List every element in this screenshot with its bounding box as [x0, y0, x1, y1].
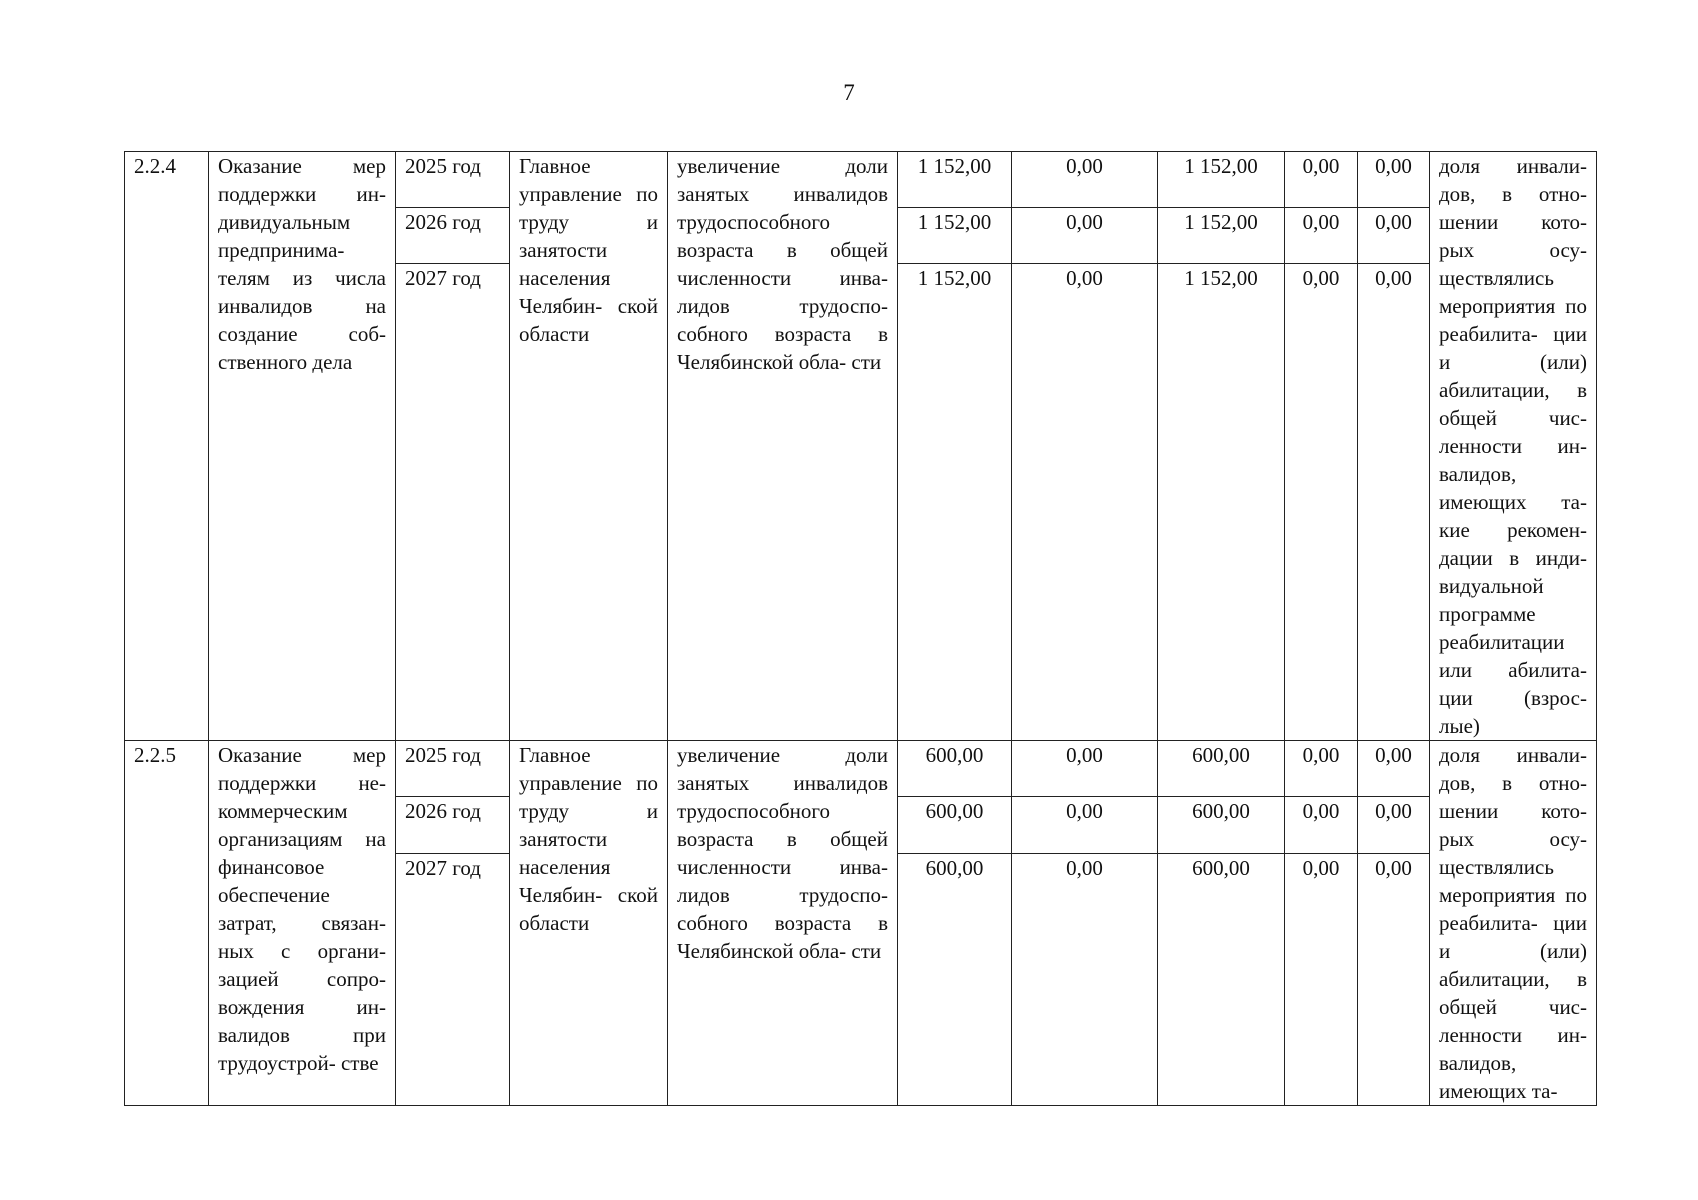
municipal-amount: 0,00: [1285, 741, 1358, 797]
year-cell: 2026 год: [396, 797, 510, 853]
row-number: 2.2.4: [125, 152, 209, 741]
indicator-cell: доля инвали- дов, в отно- шении кото- рых осу- ществлялись мероприятия по реабилита- ции и (или) абилитации, в общей чис- ленности ин- валидов, имеющих та- кие рекомен- дации в инди- видуальной программе реабилитации или абилита- ции (взрос- лые): [1430, 152, 1597, 741]
other-amount: 0,00: [1358, 797, 1430, 853]
year-cell: 2025 год: [396, 741, 510, 797]
result-cell: увеличение доли занятых инвалидов трудоспособного возраста в общей численности инва- лидов трудоспо- собного возраста в Челябинской обла- сти: [668, 152, 898, 741]
federal-amount: 0,00: [1012, 853, 1158, 1105]
municipal-amount: 0,00: [1285, 208, 1358, 264]
program-table: [124, 151, 1597, 1106]
federal-amount: 0,00: [1012, 264, 1158, 741]
regional-amount: 600,00: [1158, 741, 1285, 797]
municipal-amount: 0,00: [1285, 797, 1358, 853]
event-name: Оказание мер поддержки ин- дивидуальным предпринима- телям из числа инвалидов на создание соб- ственного дела: [209, 152, 396, 741]
regional-amount: 1 152,00: [1158, 264, 1285, 741]
total-amount: 1 152,00: [898, 208, 1012, 264]
municipal-amount: 0,00: [1285, 853, 1358, 1105]
executor-cell: Главное управление по труду и занятости населения Челябин- ской области: [510, 152, 668, 741]
other-amount: 0,00: [1358, 741, 1430, 797]
event-name: Оказание мер поддержки не- коммерческим организациям на финансовое обеспечение затрат, связан- ных с органи- зацией сопро- вождения ин- валидов при трудоустрой- стве: [209, 741, 396, 1106]
other-amount: 0,00: [1358, 208, 1430, 264]
municipal-amount: 0,00: [1285, 152, 1358, 208]
regional-amount: 600,00: [1158, 797, 1285, 853]
page-number: 7: [843, 80, 855, 105]
row-number: 2.2.5: [125, 741, 209, 1106]
federal-amount: 0,00: [1012, 797, 1158, 853]
table-row: [125, 152, 1597, 208]
year-cell: 2027 год: [396, 853, 510, 1105]
result-cell: увеличение доли занятых инвалидов трудоспособного возраста в общей численности инва- лидов трудоспо- собного возраста в Челябинской обла- сти: [668, 741, 898, 1106]
regional-amount: 1 152,00: [1158, 152, 1285, 208]
federal-amount: 0,00: [1012, 208, 1158, 264]
table-row: [125, 741, 1597, 797]
other-amount: 0,00: [1358, 264, 1430, 741]
year-cell: 2026 год: [396, 208, 510, 264]
total-amount: 600,00: [898, 853, 1012, 1105]
municipal-amount: 0,00: [1285, 264, 1358, 741]
year-cell: 2025 год: [396, 152, 510, 208]
total-amount: 600,00: [898, 797, 1012, 853]
total-amount: 1 152,00: [898, 152, 1012, 208]
other-amount: 0,00: [1358, 853, 1430, 1105]
total-amount: 1 152,00: [898, 264, 1012, 741]
executor-cell: Главное управление по труду и занятости населения Челябин- ской области: [510, 741, 668, 1106]
indicator-cell: доля инвали- дов, в отно- шении кото- рых осу- ществлялись мероприятия по реабилита- ции и (или) абилитации, в общей чис- ленности ин- валидов, имеющих та-: [1430, 741, 1597, 1106]
regional-amount: 1 152,00: [1158, 208, 1285, 264]
federal-amount: 0,00: [1012, 152, 1158, 208]
regional-amount: 600,00: [1158, 853, 1285, 1105]
other-amount: 0,00: [1358, 152, 1430, 208]
year-cell: 2027 год: [396, 264, 510, 741]
total-amount: 600,00: [898, 741, 1012, 797]
federal-amount: 0,00: [1012, 741, 1158, 797]
